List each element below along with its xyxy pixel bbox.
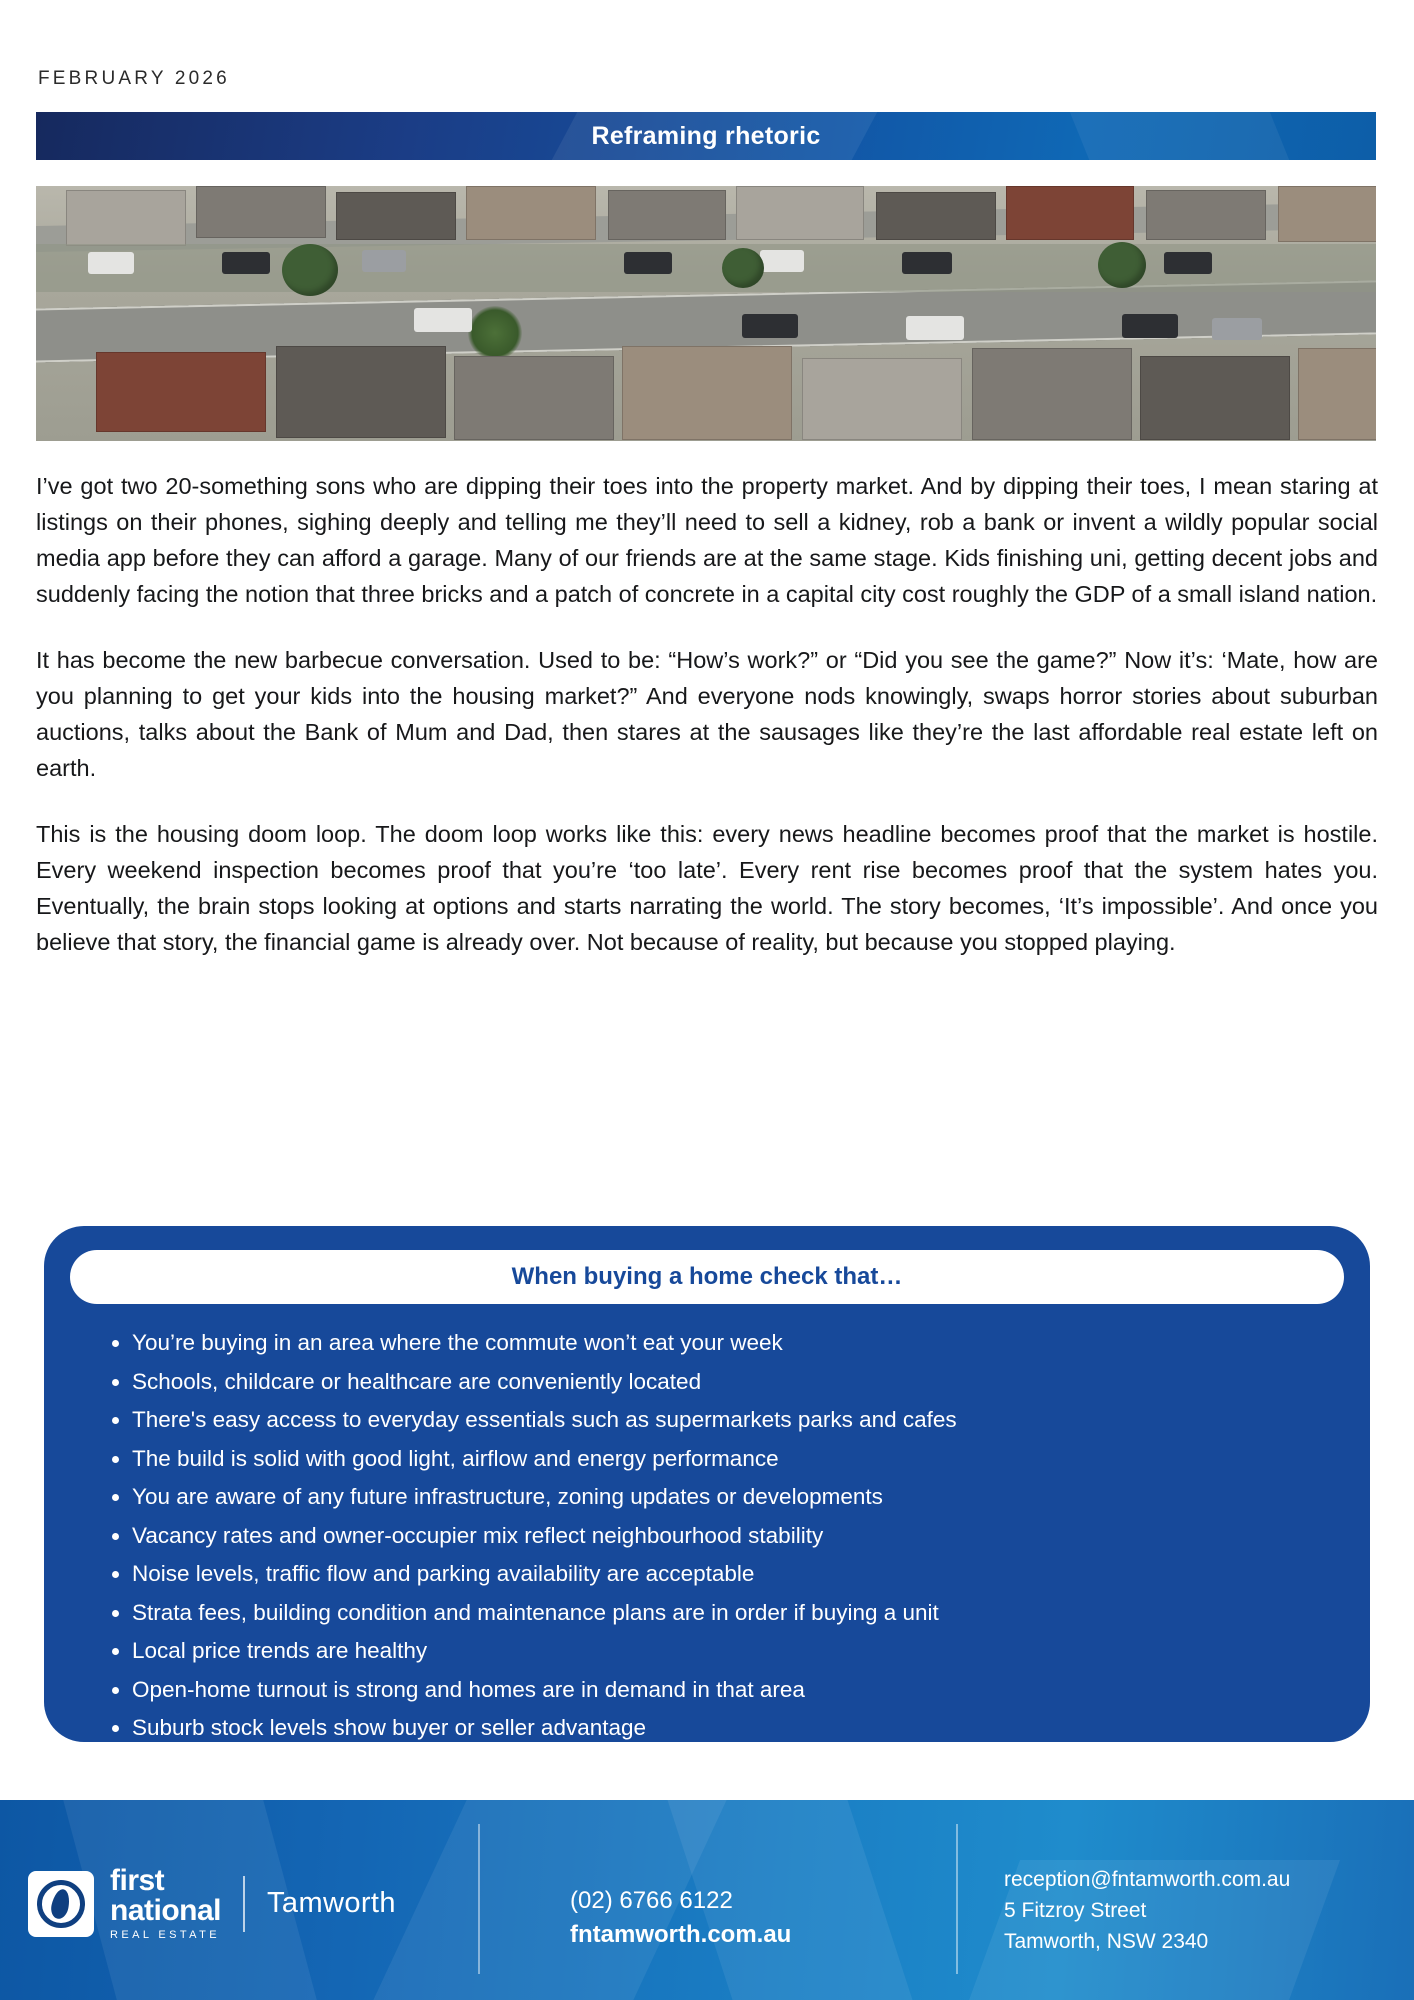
- parked-car: [902, 252, 952, 274]
- rooftop: [1140, 356, 1290, 440]
- brand-wordmark: [110, 1866, 221, 1941]
- brand-line-first: first: [110, 1864, 165, 1897]
- list-item: • Local price trends are healthy: [132, 1632, 957, 1671]
- tree: [1098, 242, 1146, 288]
- footer-divider: [956, 1824, 958, 1974]
- hero-image-suburban-street: [36, 186, 1376, 441]
- article-banner: [36, 112, 1376, 160]
- parked-car: [222, 252, 270, 274]
- list-item: • Noise levels, traffic flow and parking availability are acceptable: [132, 1555, 957, 1594]
- list-item: • Open-home turnout is strong and homes are in demand in that area: [132, 1671, 957, 1710]
- phone-number[interactable]: (02) 6766 6122: [570, 1887, 733, 1914]
- rooftop: [876, 192, 996, 240]
- list-item: • The build is solid with good light, airflow and energy performance: [132, 1440, 957, 1479]
- rooftop: [1278, 186, 1376, 242]
- checklist-card: [44, 1226, 1370, 1742]
- parked-car: [362, 250, 406, 272]
- checklist-items: [96, 1324, 957, 1748]
- brand-branch-name: Tamworth: [267, 1887, 396, 1919]
- list-item: • Strata fees, building condition and maintenance plans are in order if buying a unit: [132, 1594, 957, 1633]
- rooftop: [622, 346, 792, 440]
- rooftop: [466, 186, 596, 240]
- palm-tree: [468, 306, 522, 360]
- rooftop: [336, 192, 456, 240]
- rooftop: [276, 346, 446, 438]
- rooftop: [196, 186, 326, 238]
- rooftop: [454, 356, 614, 440]
- tree: [282, 244, 338, 296]
- list-item: • You are aware of any future infrastructure, zoning updates or developments: [132, 1478, 957, 1517]
- footer-bar: [0, 1800, 1414, 2000]
- rooftop: [1298, 348, 1376, 440]
- list-item: • There's easy access to everyday essentials such as supermarkets parks and cafes: [132, 1401, 957, 1440]
- tree: [722, 248, 764, 288]
- moving-car: [1122, 314, 1178, 338]
- article-paragraph: It has become the new barbecue conversation. Used to be: “How’s work?” or “Did you see the game?” Now it’s: ‘Mate, how are you planning to get your kids into the housing market?” And everyone nods knowingly, swaps horror stories about suburban auctions, talks about the Bank of Mum and Dad, then stares at the sausages like they’re the last affordable real estate left on earth.: [36, 647, 1378, 781]
- article-paragraph: This is the housing doom loop. The doom loop works like this: every news headline becomes proof that the market is hostile. Every weekend inspection becomes proof that you’re ‘too late’. Every rent rise becomes proof that the system hates you. Eventually, the brain stops looking at options and starts narrating the world. The story becomes, ‘It’s impossible’. And once you believe that story, the financial game is already over. Not because of reality, but because you stopped playing.: [36, 821, 1378, 955]
- rooftop: [66, 190, 186, 246]
- parked-car: [760, 250, 804, 272]
- footer-contact-secondary: [1004, 1864, 1290, 1957]
- moving-car: [1212, 318, 1262, 340]
- rooftop: [1006, 186, 1134, 240]
- moving-car: [906, 316, 964, 340]
- website-link[interactable]: fntamworth.com.au: [570, 1921, 792, 1948]
- brand-logo: [28, 1866, 396, 1941]
- street-address: 5 Fitzroy Street: [1004, 1899, 1147, 1922]
- moving-car: [742, 314, 798, 338]
- rooftop: [96, 352, 266, 432]
- eye-logo-icon: [28, 1871, 94, 1937]
- checklist-title: When buying a home check that…: [70, 1250, 1344, 1304]
- parked-car: [624, 252, 672, 274]
- moving-car: [414, 308, 472, 332]
- list-item: • Suburb stock levels show buyer or seller advantage: [132, 1709, 957, 1748]
- rooftop: [972, 348, 1132, 440]
- article-body: [36, 468, 1378, 960]
- parked-car: [88, 252, 134, 274]
- list-item: • You’re buying in an area where the commute won’t eat your week: [132, 1324, 957, 1363]
- brand-line-national: national: [110, 1894, 222, 1927]
- rooftop: [736, 186, 864, 240]
- rooftop: [1146, 190, 1266, 240]
- footer-divider: [478, 1824, 480, 1974]
- rooftop: [802, 358, 962, 440]
- email-address[interactable]: reception@fntamworth.com.au: [1004, 1868, 1291, 1891]
- rooftop: [608, 190, 726, 240]
- article-paragraph: I’ve got two 20-something sons who are dipping their toes into the property market. And by dipping their toes, I mean staring at listings on their phones, sighing deeply and telling me they’ll need to sell a kidney, rob a bank or invent a wildly popular social media app before they can afford a garage. Many of our friends are at the same stage. Kids finishing uni, getting decent jobs and suddenly facing the notion that three bricks and a patch of concrete in a capital city cost roughly the GDP of a small island nation.: [36, 473, 1378, 607]
- brand-line-realestate: REAL ESTATE: [110, 1929, 220, 1941]
- footer-contact-primary: [570, 1884, 791, 1952]
- parked-car: [1164, 252, 1212, 274]
- list-item: • Schools, childcare or healthcare are conveniently located: [132, 1363, 957, 1402]
- list-item: • Vacancy rates and owner-occupier mix reflect neighbourhood stability: [132, 1517, 957, 1556]
- logo-separator: [243, 1876, 245, 1932]
- city-address: Tamworth, NSW 2340: [1004, 1930, 1209, 1953]
- article-title: Reframing rhetoric: [591, 122, 821, 150]
- issue-date: FEBRUARY 2026: [38, 68, 230, 89]
